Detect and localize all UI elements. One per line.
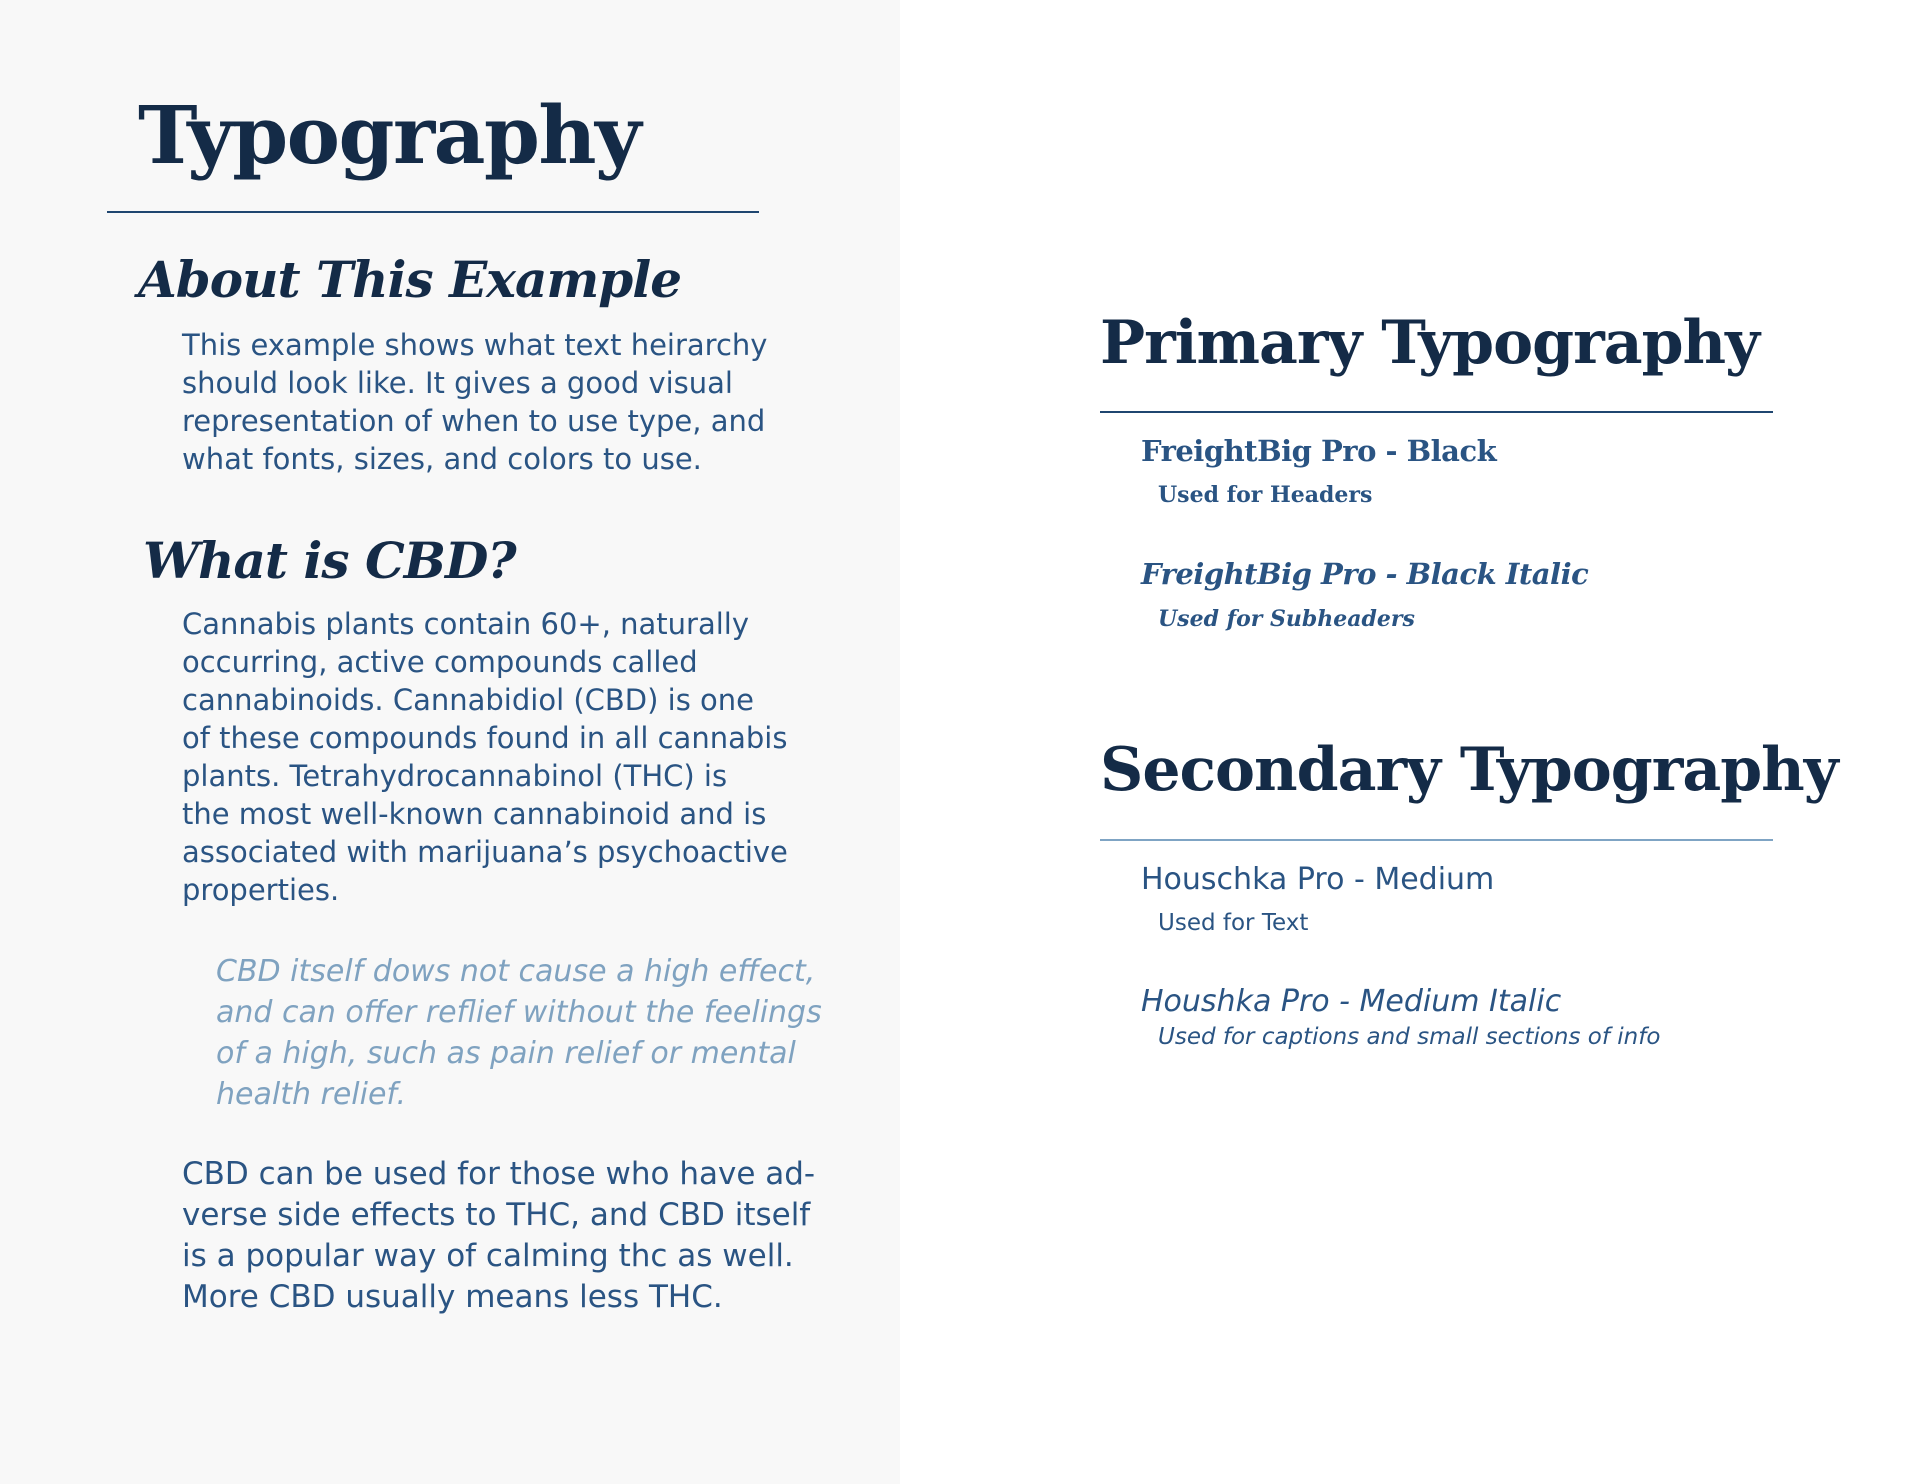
secondary-typography-title: Secondary Typography <box>1100 735 1838 805</box>
about-line: This example shows what text heirarchy <box>182 328 768 362</box>
about-line: should look like. It gives a good visual <box>182 366 733 400</box>
cbd-line: of these compounds found in all cannabis <box>182 721 788 755</box>
cbd-line: properties. <box>182 873 340 907</box>
closing-line: verse side effects to THC, and CBD itself <box>182 1197 811 1233</box>
about-heading: About This Example <box>138 250 682 309</box>
about-line: representation of when to use type, and <box>182 404 766 438</box>
closing-line: CBD can be used for those who have ad- <box>182 1156 816 1192</box>
title-divider <box>107 211 759 213</box>
primary-divider <box>1100 411 1773 413</box>
quote-line: of a high, such as pain relief or mental <box>216 1036 796 1071</box>
cbd-line: cannabinoids. Cannabidiol (CBD) is one <box>182 683 755 717</box>
secondary-italic-font-name: Houshka Pro - Medium Italic <box>1141 984 1562 1019</box>
left-panel <box>0 0 900 1484</box>
quote-line: CBD itself dows not cause a high effect, <box>216 954 816 989</box>
cbd-line: associated with marijuana’s psychoactive <box>182 835 788 869</box>
primary-typography-title: Primary Typography <box>1100 308 1760 378</box>
closing-paragraph <box>182 1154 815 1318</box>
cbd-line: occurring, active compounds called <box>182 645 698 679</box>
cbd-line: Cannabis plants contain 60+, naturally <box>182 607 750 641</box>
quote-line: and can offer reflief without the feelings <box>216 995 822 1030</box>
page-title: Typography <box>138 88 641 182</box>
cbd-paragraph <box>182 605 788 909</box>
closing-line: More CBD usually means less THC. <box>182 1279 723 1315</box>
about-line: what fonts, sizes, and colors to use. <box>182 442 702 476</box>
about-paragraph <box>182 326 767 478</box>
secondary-font-name: Houschka Pro - Medium <box>1141 862 1495 897</box>
cbd-line: plants. Tetrahydrocannabinol (THC) is <box>182 759 728 793</box>
closing-line: is a popular way of calming thc as well. <box>182 1238 794 1274</box>
quote-line: health relief. <box>216 1077 406 1112</box>
cbd-line: the most well-known cannabinoid and is <box>182 797 767 831</box>
primary-font-use: Used for Headers <box>1158 482 1373 508</box>
secondary-divider <box>1100 839 1773 841</box>
secondary-italic-font-use: Used for captions and small sections of info <box>1158 1024 1661 1050</box>
secondary-font-use: Used for Text <box>1158 910 1309 936</box>
primary-italic-font-name: FreightBig Pro - Black Italic <box>1141 557 1589 591</box>
pull-quote <box>216 951 822 1115</box>
primary-italic-font-use: Used for Subheaders <box>1158 606 1415 632</box>
primary-font-name: FreightBig Pro - Black <box>1141 434 1497 468</box>
cbd-heading: What is CBD? <box>143 531 516 590</box>
